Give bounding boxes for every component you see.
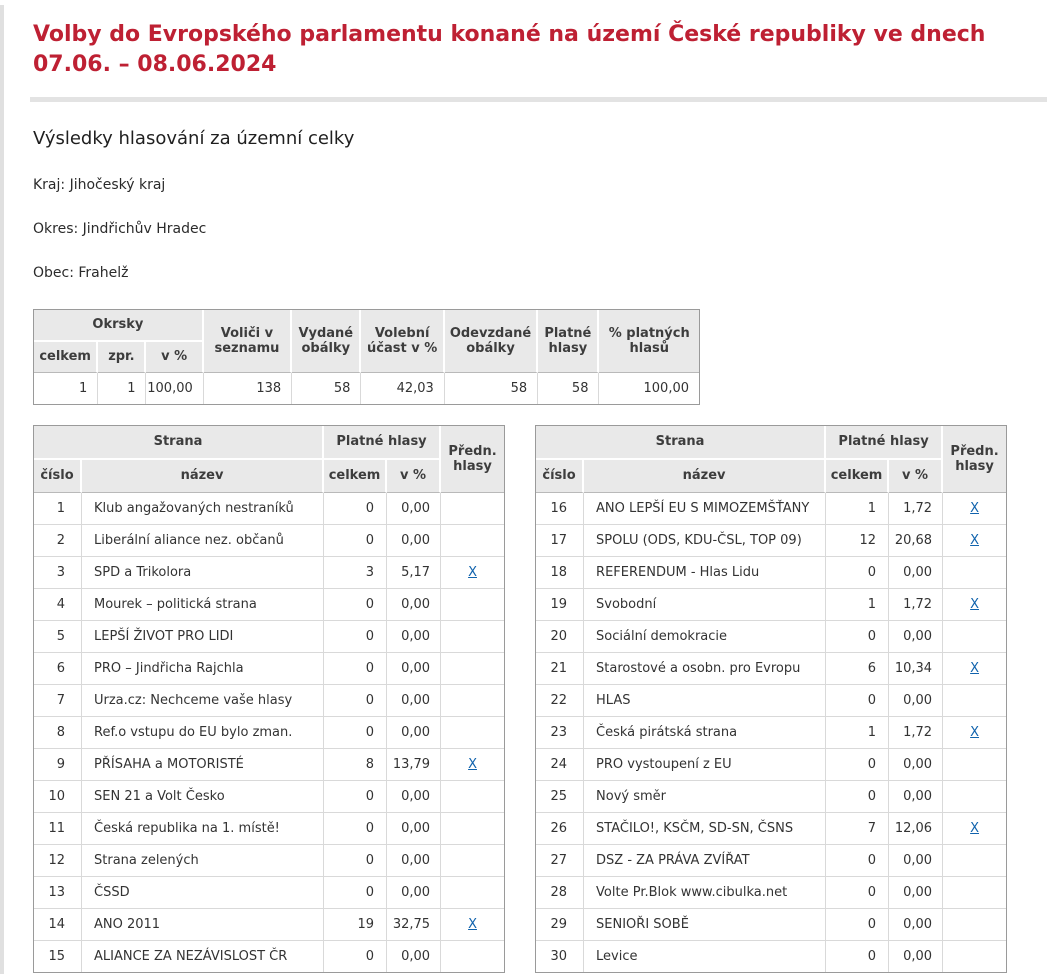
party-number: 19 — [536, 589, 584, 621]
party-name: Starostové a osobn. pro Evropu — [584, 653, 826, 685]
party-votes-total: 0 — [324, 941, 387, 972]
header-strana: Strana — [536, 426, 826, 460]
value-platne-hlasy: 58 — [538, 373, 599, 404]
party-votes-pct: 0,00 — [889, 781, 943, 813]
preferential-votes-cell — [943, 621, 1006, 653]
party-votes-total: 0 — [324, 493, 387, 525]
party-name: DSZ - ZA PRÁVA ZVÍŘAT — [584, 845, 826, 877]
party-votes-total: 0 — [826, 621, 889, 653]
party-votes-pct: 0,00 — [387, 781, 441, 813]
party-name: ANO 2011 — [82, 909, 324, 941]
party-votes-total: 0 — [826, 845, 889, 877]
party-row — [34, 813, 504, 845]
party-votes-total: 0 — [324, 525, 387, 557]
party-row — [34, 781, 504, 813]
party-number: 5 — [34, 621, 82, 653]
preferential-votes-cell — [441, 685, 504, 717]
party-row — [34, 621, 504, 653]
value-okrsky-celkem: 1 — [34, 373, 98, 404]
party-row — [536, 813, 1006, 845]
header-odevzdane-obalky: Odevzdané obálky — [445, 310, 538, 373]
header-v-pct: v % — [387, 460, 441, 493]
party-row — [34, 717, 504, 749]
preferential-votes-cell — [441, 845, 504, 877]
preferential-votes-cell — [441, 909, 504, 941]
preferential-votes-cell — [441, 557, 504, 589]
party-votes-pct: 0,00 — [387, 653, 441, 685]
page-left-margin-strip — [0, 5, 4, 974]
party-votes-pct: 0,00 — [387, 941, 441, 972]
party-row — [34, 845, 504, 877]
preferential-votes-link[interactable]: X — [970, 660, 980, 676]
party-table-left — [33, 425, 505, 973]
value-volici-v-seznamu: 138 — [204, 373, 292, 404]
preferential-votes-cell — [943, 685, 1006, 717]
party-row — [536, 685, 1006, 717]
party-number: 25 — [536, 781, 584, 813]
party-votes-pct: 1,72 — [889, 717, 943, 749]
party-row — [536, 621, 1006, 653]
party-votes-total: 1 — [826, 493, 889, 525]
party-row — [536, 653, 1006, 685]
party-number: 12 — [34, 845, 82, 877]
preferential-votes-cell — [943, 653, 1006, 685]
party-row — [536, 717, 1006, 749]
header-okrsky-v-pct: v % — [146, 342, 203, 373]
party-row — [536, 589, 1006, 621]
party-votes-total: 1 — [826, 589, 889, 621]
header-volebni-ucast: Volební účast v % — [361, 310, 444, 373]
party-number: 30 — [536, 941, 584, 972]
header-strana: Strana — [34, 426, 324, 460]
party-votes-total: 0 — [324, 589, 387, 621]
party-votes-pct: 0,00 — [889, 749, 943, 781]
header-okrsky-celkem: celkem — [34, 342, 98, 373]
preferential-votes-cell — [441, 749, 504, 781]
party-number: 4 — [34, 589, 82, 621]
party-row — [536, 877, 1006, 909]
party-votes-pct: 1,72 — [889, 589, 943, 621]
party-name: ČSSD — [82, 877, 324, 909]
party-votes-total: 6 — [826, 653, 889, 685]
party-number: 26 — [536, 813, 584, 845]
party-number: 6 — [34, 653, 82, 685]
party-number: 16 — [536, 493, 584, 525]
party-number: 28 — [536, 877, 584, 909]
party-number: 15 — [34, 941, 82, 972]
region-obec: Obec: Frahelž — [33, 264, 129, 281]
party-votes-pct: 0,00 — [889, 685, 943, 717]
header-platne-hlasy-group: Platné hlasy — [826, 426, 943, 460]
party-votes-total: 0 — [324, 621, 387, 653]
preferential-votes-cell — [943, 781, 1006, 813]
party-votes-total: 0 — [826, 685, 889, 717]
party-number: 24 — [536, 749, 584, 781]
party-votes-total: 8 — [324, 749, 387, 781]
party-votes-pct: 0,00 — [387, 717, 441, 749]
party-number: 9 — [34, 749, 82, 781]
preferential-votes-cell — [943, 941, 1006, 972]
preferential-votes-link[interactable]: X — [970, 596, 980, 612]
party-number: 8 — [34, 717, 82, 749]
party-number: 2 — [34, 525, 82, 557]
party-number: 13 — [34, 877, 82, 909]
party-row — [536, 525, 1006, 557]
preferential-votes-cell — [441, 493, 504, 525]
party-votes-pct: 0,00 — [889, 845, 943, 877]
party-votes-total: 0 — [324, 653, 387, 685]
party-number: 1 — [34, 493, 82, 525]
preferential-votes-link[interactable]: X — [468, 564, 477, 580]
party-name: Levice — [584, 941, 826, 972]
header-nazev: název — [584, 460, 826, 493]
preferential-votes-cell — [943, 813, 1006, 845]
header-volici-v-seznamu: Voliči v seznamu — [204, 310, 292, 373]
party-votes-pct: 10,34 — [889, 653, 943, 685]
preferential-votes-link[interactable]: X — [970, 500, 980, 516]
party-votes-pct: 0,00 — [889, 909, 943, 941]
party-votes-pct: 0,00 — [889, 621, 943, 653]
party-votes-pct: 1,72 — [889, 493, 943, 525]
value-vydane-obalky: 58 — [292, 373, 361, 404]
party-votes-pct: 0,00 — [387, 621, 441, 653]
party-votes-total: 0 — [826, 781, 889, 813]
header-cislo: číslo — [536, 460, 584, 493]
party-name: Česká republika na 1. místě! — [82, 813, 324, 845]
party-name: Klub angažovaných nestraníků — [82, 493, 324, 525]
preferential-votes-cell — [441, 813, 504, 845]
party-votes-total: 0 — [826, 557, 889, 589]
party-row — [536, 941, 1006, 972]
preferential-votes-cell — [441, 621, 504, 653]
party-name: Strana zelených — [82, 845, 324, 877]
preferential-votes-cell — [441, 653, 504, 685]
party-name: PRO – Jindřicha Rajchla — [82, 653, 324, 685]
party-tables-container — [33, 425, 1047, 973]
party-number: 23 — [536, 717, 584, 749]
value-volebni-ucast: 42,03 — [361, 373, 444, 404]
party-row — [34, 589, 504, 621]
party-name: LEPŠÍ ŽIVOT PRO LIDI — [82, 621, 324, 653]
region-kraj: Kraj: Jihočeský kraj — [33, 176, 166, 193]
page-title — [33, 20, 1023, 81]
party-name: PŘÍSAHA a MOTORISTÉ — [82, 749, 324, 781]
party-name: SENIOŘI SOBĚ — [584, 909, 826, 941]
party-number: 14 — [34, 909, 82, 941]
party-number: 17 — [536, 525, 584, 557]
summary-values-row — [34, 373, 699, 404]
turnout-summary-table — [33, 309, 700, 405]
party-votes-pct: 5,17 — [387, 557, 441, 589]
value-okrsky-zpr: 1 — [98, 373, 146, 404]
preferential-votes-cell — [943, 749, 1006, 781]
party-votes-pct: 0,00 — [387, 845, 441, 877]
party-row — [536, 557, 1006, 589]
party-votes-total: 0 — [324, 781, 387, 813]
header-celkem: celkem — [826, 460, 889, 493]
party-votes-pct: 0,00 — [387, 685, 441, 717]
preferential-votes-cell — [441, 781, 504, 813]
party-number: 21 — [536, 653, 584, 685]
preferential-votes-link[interactable]: X — [970, 724, 980, 740]
page-title-line1: Volby do Evropského parlamentu konané na území České republiky ve dnech — [33, 22, 986, 47]
party-votes-pct: 20,68 — [889, 525, 943, 557]
header-v-pct: v % — [889, 460, 943, 493]
party-row — [34, 653, 504, 685]
party-votes-pct: 13,79 — [387, 749, 441, 781]
preferential-votes-cell — [943, 845, 1006, 877]
party-name: PRO vystoupení z EU — [584, 749, 826, 781]
value-okrsky-v-pct: 100,00 — [146, 373, 203, 404]
party-number: 10 — [34, 781, 82, 813]
party-name: HLAS — [584, 685, 826, 717]
party-row — [34, 685, 504, 717]
preferential-votes-cell — [441, 941, 504, 972]
preferential-votes-cell — [943, 877, 1006, 909]
page-title-line2: 07.06. – 08.06.2024 — [33, 52, 277, 78]
preferential-votes-cell — [943, 589, 1006, 621]
party-number: 3 — [34, 557, 82, 589]
party-row — [34, 557, 504, 589]
party-votes-total: 0 — [826, 941, 889, 972]
party-row — [536, 909, 1006, 941]
value-pct-platnych-hlasu: 100,00 — [599, 373, 699, 404]
preferential-votes-link[interactable]: X — [970, 820, 980, 836]
party-votes-total: 0 — [826, 909, 889, 941]
value-odevzdane-obalky: 58 — [445, 373, 538, 404]
header-platne-hlasy-group: Platné hlasy — [324, 426, 441, 460]
party-votes-pct: 0,00 — [889, 557, 943, 589]
party-name: Liberální aliance nez. občanů — [82, 525, 324, 557]
party-votes-total: 0 — [324, 717, 387, 749]
party-row — [34, 909, 504, 941]
party-row — [536, 781, 1006, 813]
header-nazev: název — [82, 460, 324, 493]
party-votes-total: 7 — [826, 813, 889, 845]
party-votes-total: 19 — [324, 909, 387, 941]
party-name: Ref.o vstupu do EU bylo zman. — [82, 717, 324, 749]
party-votes-pct: 0,00 — [387, 493, 441, 525]
preferential-votes-cell — [943, 909, 1006, 941]
party-name: Sociální demokracie — [584, 621, 826, 653]
party-row — [34, 525, 504, 557]
party-name: Urza.cz: Nechceme vaše hlasy — [82, 685, 324, 717]
party-votes-pct: 0,00 — [387, 813, 441, 845]
preferential-votes-cell — [441, 717, 504, 749]
party-name: STAČILO!, KSČM, SD-SN, ČSNS — [584, 813, 826, 845]
preferential-votes-link[interactable]: X — [468, 756, 477, 772]
party-name: Svobodní — [584, 589, 826, 621]
party-votes-pct: 32,75 — [387, 909, 441, 941]
party-votes-pct: 0,00 — [889, 877, 943, 909]
party-row — [536, 493, 1006, 525]
header-celkem: celkem — [324, 460, 387, 493]
party-number: 11 — [34, 813, 82, 845]
party-votes-total: 0 — [324, 685, 387, 717]
header-platne-hlasy: Platné hlasy — [538, 310, 599, 373]
party-name: ALIANCE ZA NEZÁVISLOST ČR — [82, 941, 324, 972]
party-row — [34, 941, 504, 972]
preferential-votes-cell — [943, 717, 1006, 749]
party-votes-total: 12 — [826, 525, 889, 557]
party-votes-pct: 0,00 — [889, 941, 943, 972]
party-name: SPOLU (ODS, KDU-ČSL, TOP 09) — [584, 525, 826, 557]
party-table-right — [535, 425, 1007, 973]
party-name: ANO LEPŠÍ EU S MIMOZEMŠŤANY — [584, 493, 826, 525]
party-name: SEN 21 a Volt Česko — [82, 781, 324, 813]
party-name: Volte Pr.Blok www.cibulka.net — [584, 877, 826, 909]
preferential-votes-cell — [441, 525, 504, 557]
party-row — [34, 493, 504, 525]
party-votes-pct: 12,06 — [889, 813, 943, 845]
party-votes-total: 3 — [324, 557, 387, 589]
party-row — [536, 845, 1006, 877]
preferential-votes-cell — [943, 493, 1006, 525]
party-votes-total: 0 — [324, 845, 387, 877]
preferential-votes-cell — [943, 525, 1006, 557]
header-okrsky: Okrsky — [34, 310, 204, 342]
party-number: 29 — [536, 909, 584, 941]
party-name: REFERENDUM - Hlas Lidu — [584, 557, 826, 589]
region-okres: Okres: Jindřichův Hradec — [33, 220, 207, 237]
section-heading: Výsledky hlasování za územní celky — [33, 127, 355, 149]
party-row — [34, 749, 504, 781]
party-row — [536, 749, 1006, 781]
party-number: 27 — [536, 845, 584, 877]
party-number: 18 — [536, 557, 584, 589]
header-predn-hlasy: Předn. hlasy — [441, 426, 504, 493]
party-votes-total: 0 — [826, 749, 889, 781]
title-divider — [30, 97, 1047, 102]
party-votes-total: 1 — [826, 717, 889, 749]
party-number: 22 — [536, 685, 584, 717]
preferential-votes-cell — [441, 877, 504, 909]
party-row — [34, 877, 504, 909]
header-cislo: číslo — [34, 460, 82, 493]
preferential-votes-cell — [441, 589, 504, 621]
party-votes-total: 0 — [324, 813, 387, 845]
party-votes-pct: 0,00 — [387, 877, 441, 909]
party-votes-total: 0 — [324, 877, 387, 909]
party-votes-pct: 0,00 — [387, 525, 441, 557]
party-number: 20 — [536, 621, 584, 653]
party-votes-total: 0 — [826, 877, 889, 909]
party-name: Nový směr — [584, 781, 826, 813]
preferential-votes-link[interactable]: X — [468, 916, 477, 932]
header-vydane-obalky: Vydané obálky — [292, 310, 361, 373]
preferential-votes-cell — [943, 557, 1006, 589]
party-name: Mourek – politická strana — [82, 589, 324, 621]
party-name: Česká pirátská strana — [584, 717, 826, 749]
header-pct-platnych-hlasu: % platných hlasů — [599, 310, 699, 373]
party-votes-pct: 0,00 — [387, 589, 441, 621]
header-okrsky-zpr: zpr. — [98, 342, 146, 373]
party-number: 7 — [34, 685, 82, 717]
header-predn-hlasy: Předn. hlasy — [943, 426, 1006, 493]
preferential-votes-link[interactable]: X — [970, 532, 980, 548]
party-name: SPD a Trikolora — [82, 557, 324, 589]
